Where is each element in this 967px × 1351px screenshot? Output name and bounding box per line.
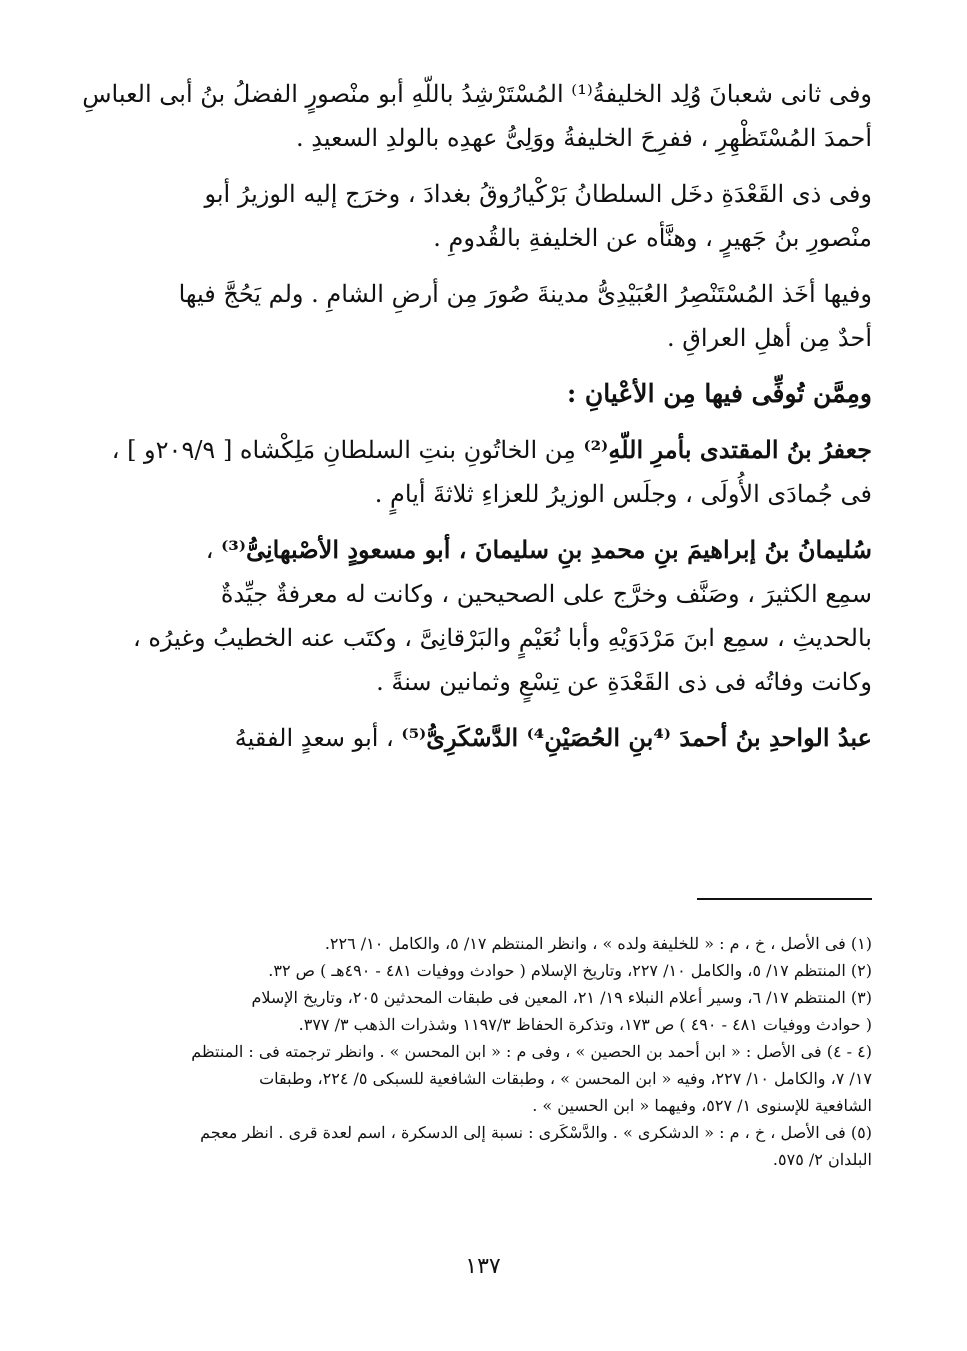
entry-name: سُليمانُ بنُ إبراهيمَ بنِ محمدِ بنِ سليمانَ ، أبو مسعودٍ الأصْبهانِىُّ⁽³⁾ [221,535,872,564]
footnote-5-cont: البلدان ٢/ ٥٧٥. [772,1150,872,1169]
entry-first-line [111,428,872,472]
paragraph-2 [145,172,872,260]
entry-abd-al-wahid [145,716,872,760]
footnotes [140,930,872,1173]
text-line: بالحديثِ ، سمِع ابنَ مَرْدَوَيْهِ وأبا نُعَيْمٍ والبَرْقانِىَّ ، وكتَب عنه الخطيبُ وغيرُه ، [132,624,872,652]
entry-jafar [111,428,872,516]
section-heading: ومِمَّن تُوفِّى فيها مِن الأعْيانِ : [566,379,872,408]
text-line: منْصورِ بنُ جَهيرٍ ، وهنَّأه عن الخليفةِ بالقُدومِ . [433,224,872,252]
footnote-divider [697,898,872,900]
entry-text: مِن الخاتُونِ بنتِ السلطانِ مَلِكْشاه [ ٢٠٩/٩و ] ، [111,436,584,464]
text-line: وفى ذى القَعْدَةِ دخَل السلطانُ بَرْكْيارُوقُ بغدادَ ، وخرَج إليه الوزيرُ أبو [204,180,872,208]
footnote-4-cont: ١٧/ ٧، والكامل ١٠/ ٢٢٧، وفيه « ابن المحسن » ، وطبقات الشافعية للسبكى ٥/ ٢٢٤، وطبقات [259,1069,872,1088]
footnote-4-cont: الشافعية للإسنوى ١/ ٥٢٧، وفيهما « ابن الحسين » . [532,1096,872,1115]
text-line: وفى ثانى شعبانَ وُلِد الخليفةُ⁽¹⁾ المُسْتَرْشِدُ باللّهِ أبو منْصورٍ الفضلُ بنُ أبى العباسِ [82,80,872,108]
footnote-5: (٥) فى الأصل ، خ ، م : « الدشكرى » . والدَّسْكَرى : نسبة إلى الدسكرة ، اسم لعدة قرى . انظر معجم [200,1123,872,1142]
footnote-3: (٣) المنتظم ١٧/ ٦، وسير أعلام النبلاء ١٩/ ٢١، المعين فى طبقات المحدثين ٢٠٥، وتاريخ الإسلام [251,988,872,1007]
footnote-1: (١) فى الأصل ، خ ، م : « للخليفة ولده » ، وانظر المنتظم ١٧/ ٥، والكامل ١٠/ ٢٢٦. [324,934,872,953]
paragraph-1 [82,72,872,160]
entry-text: ، أبو سعدٍ الفقيهُ [234,724,402,752]
footnote-4: (٤ - ٤) فى الأصل : « ابن أحمد بن الحصين » ، وفى م : « ابن المحسن » . وانظر ترجمته فى : المنتظم [191,1042,872,1061]
text-line: وفيها أخَذ المُسْتَنْصِرُ العُبَيْدِىُّ مدينةَ صُورَ مِن أرضِ الشامِ . ولم يَحُجَّ فيها [178,280,872,308]
text-line: أحمدَ المُسْتَظْهِرِ ، ففرِحَ الخليفةُ ووَلِىُّ عهدِه بالولدِ السعيدِ . [296,124,872,152]
section-heading-block [145,372,872,416]
entry-sulayman [132,528,872,704]
page-number: ١٣٧ [465,1254,501,1279]
entry-text: ، [205,536,222,564]
text-line: وكانت وفاتُه فى ذى القَعْدَةِ عن تِسْعٍ وثمانين سنةً . [376,668,872,696]
paragraph-3 [145,272,872,360]
text-line: فى جُمادَى الأُولَى ، وجلَس الوزيرُ للعزاءِ ثلاثةَ أيامٍ . [374,480,872,508]
entry-name: عبدُ الواحدِ بنُ أحمدَ ⁽⁴بنِ الحُصَيْنِ⁴⁾ الدَّسْكَرِىُّ⁽⁵⁾ [401,723,872,752]
footnote-3-cont: ( حوادث ووفيات ٤٨١ - ٤٩٠ ) ص ١٧٣، وتذكرة الحفاظ ١١٩٧/٣ وشذرات الذهب ٣/ ٣٧٧. [298,1015,872,1034]
entry-first-line [145,528,872,572]
text-line: أحدٌ مِن أهلِ العراقِ . [667,324,872,352]
main-text [82,72,872,772]
entry-first-line [145,716,872,760]
entry-name: جعفرُ بنُ المقتدى بأمرِ اللّهِ⁽²⁾ [583,435,872,464]
footnote-2: (٢) المنتظم ١٧/ ٥، والكامل ١٠/ ٢٢٧، وتاريخ الإسلام ( حوادث ووفيات ٤٨١ - ٤٩٠هـ ) ص ٣٢. [268,961,872,980]
text-line: سمِع الكثيرَ ، وصَنَّف وخرَّج على الصحيحين ، وكانت له معرفةٌ جيِّدةٌ [220,580,872,608]
